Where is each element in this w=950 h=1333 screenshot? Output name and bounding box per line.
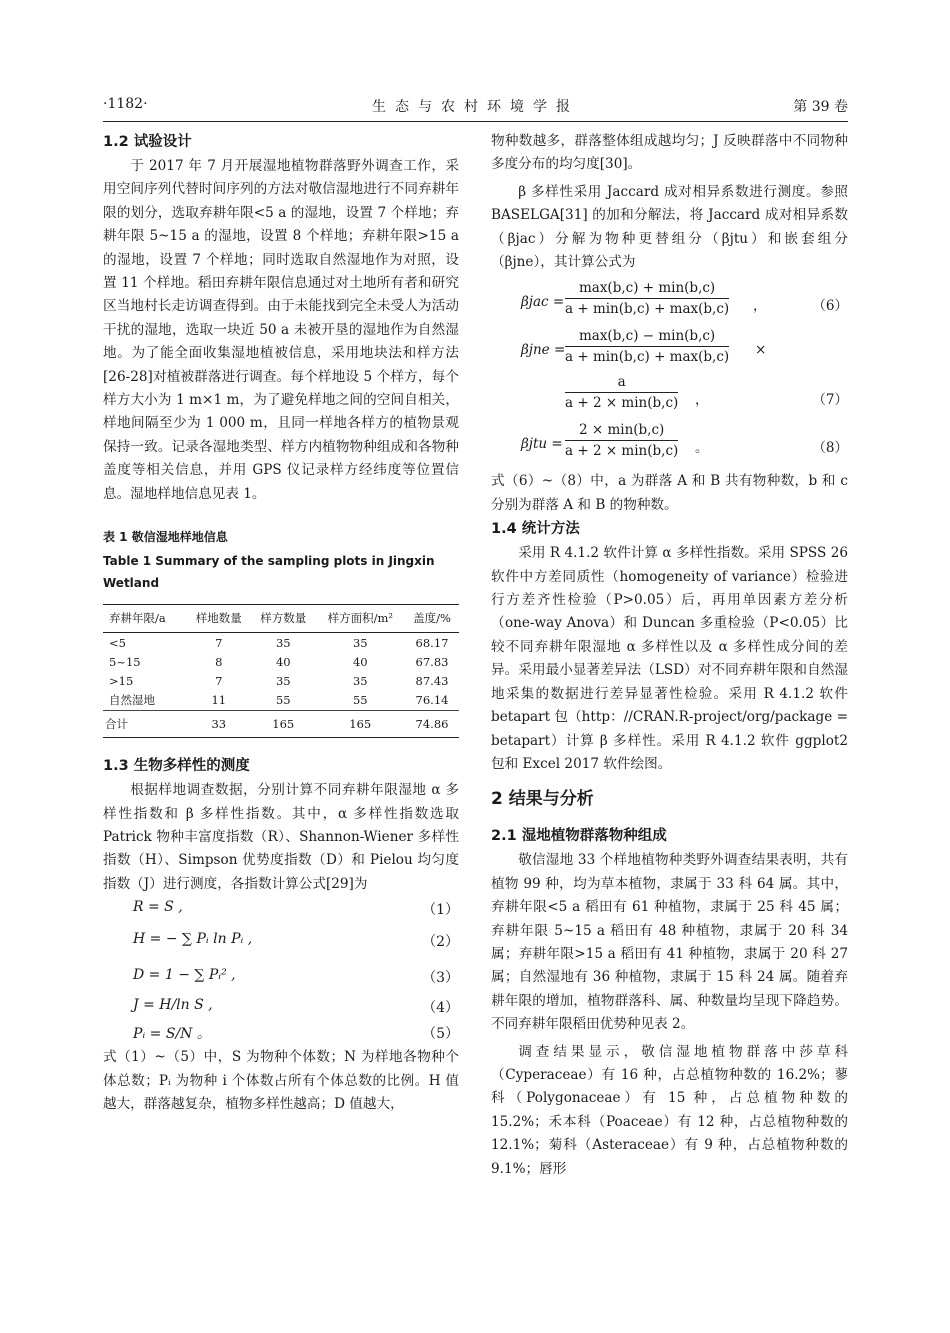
section-1-3-title: 1.3 生物多样性的测度 bbox=[103, 758, 250, 775]
table-cell: 40 bbox=[275, 654, 291, 669]
left-column bbox=[103, 130, 459, 1116]
table-cell: 87.43 bbox=[415, 673, 449, 688]
section-2-1-paragraph-2: 调查结果显示，敬信湿地植物群落中莎草科（Cyperaceae）有 16 种，占总植物种数的 16.2%；蓼科（Polygonaceae）有 15 种，占总植物种数的 15.2%；禾本科（Poaceae）有 12 种，占总植物种数的 12.1%；菊科（Asteraceae）有 9 种，占总植物种数的 9.1%；唇形 bbox=[491, 1043, 848, 1177]
journal-title: 生态与农村环境学报 bbox=[372, 99, 579, 115]
table-cell: 68.17 bbox=[415, 635, 449, 650]
volume-label: 第 39 卷 bbox=[793, 99, 848, 115]
section-2-1-paragraph-1: 敬信湿地 33 个样地植物种类野外调查结果表明，共有植物 99 种，均为草本植物，隶属于 33 科 64 属。其中，弃耕年限<5 a 稻田有 61 种植物，隶属于 25 科 45 属；弃耕年限 5~15 a 稻田有 48 种植物，隶属于 20 科 34 属；弃耕年限>15 a 稻田有 41 种植物，隶属于 20 科 27 属；自然湿地有 36 种植物，隶属于 15 科 24 属。随着弃耕年限的增加，植物群落科、属、种数量均呈现下降趋势。不同弃耕年限稻田优势种见表 2。 bbox=[491, 852, 848, 1033]
section-2-title: 2 结果与分析 bbox=[491, 789, 594, 810]
beta-diversity-paragraph: β 多样性采用 Jaccard 成对相异系数进行测度。参照 BASELGA[31] 的加和分解法，将 Jaccard 成对相异系数（βjac）分解为物种更替组分（βjtu）和嵌套组分（βjne），其计算公式为 bbox=[491, 183, 848, 271]
table-cell: 35 bbox=[352, 635, 368, 650]
equation-1: R = S , （1） bbox=[133, 899, 459, 919]
table-cell: 55 bbox=[352, 693, 368, 708]
running-header bbox=[103, 96, 848, 118]
right-column bbox=[491, 130, 848, 1181]
table-cell: 165 bbox=[251, 711, 316, 738]
table-cell: 35 bbox=[352, 673, 368, 688]
section-1-3-paragraph: 根据样地调查数据，分别计算不同弃耕年限湿地 α 多样性指数和 β 多样性指数。其中，α 多样性指数选取 Patrick 物种丰富度指数（R）、Shannon-Wiener 多样性指数（H）、Simpson 优势度指数（D）和 Pielou 均匀度指数（J）进行测度，各指数计算公式[29]为 bbox=[103, 782, 459, 892]
table-header: 样地数量 bbox=[187, 605, 252, 633]
table-cell: 11 bbox=[211, 693, 227, 708]
table-cell: 5~15 bbox=[109, 654, 141, 669]
table-1-caption-en: Table 1 Summary of the sampling plots in Jingxin Wetland bbox=[103, 554, 435, 591]
equation-7: βjne = max(b,c) − min(b,c) a + min(b,c) + max(b,c) × bbox=[521, 328, 767, 366]
table-header: 样方面积/m² bbox=[316, 605, 406, 633]
table-cell: 33 bbox=[187, 711, 252, 738]
section-2-1-title: 2.1 湿地植物群落物种组成 bbox=[491, 828, 667, 845]
table-cell: 40 bbox=[352, 654, 368, 669]
equation-2: H = − ∑ Pᵢ ln Pᵢ , （2） bbox=[133, 931, 459, 951]
table-cell: <5 bbox=[109, 635, 126, 650]
equation-8: βjtu = 2 × min(b,c) a + 2 × min(b,c) 。 （8） bbox=[521, 422, 848, 460]
table-cell: 35 bbox=[275, 673, 291, 688]
equation-6-8-explanation: 式（6）~（8）中，a 为群落 A 和 B 共有物种数，b 和 c 分别为群落 A 和 B 的物种数。 bbox=[491, 473, 848, 513]
equation-6: βjac = max(b,c) + min(b,c) a + min(b,c) + max(b,c) ， （6） bbox=[521, 280, 848, 318]
table-row bbox=[103, 671, 459, 690]
table-cell: 67.83 bbox=[415, 654, 449, 669]
section-1-2-paragraph: 于 2017 年 7 月开展湿地植物群落野外调查工作，采用空间序列代替时间序列的方法对敬信湿地进行不同弃耕年限的划分，选取弃耕年限<5 a 的湿地，设置 7 个样地；弃耕年限 5~15 a 的湿地，设置 8 个样地；弃耕年限>15 a 的湿地，设置 7 个样地；同时选取自然湿地作为对照，设置 11 个样地。稻田弃耕年限信息通过对土地所有者和研究区当地村长走访调查得到。由于未能找到完全未受人为活动干扰的湿地，选取一块近 50 a 未被开垦的湿地作为自然湿地。为了能全面收集湿地植被信息，采用地块法和样方法[26-28]对植被群落进行调查。每个样地设 5 个样方，每个样方大小为 1 m×1 m，为了避免样地之间的空间自相关，样地间隔至少为 1 000 m，且同一样地各样方的植物景观保持一致。记录各湿地类型、样方内植物物种组成和各物种盖度等相关信息，并用 GPS 仪记录样方经纬度等位置信息。湿地样地信息见表 1。 bbox=[103, 158, 459, 502]
table-1 bbox=[103, 604, 459, 738]
equation-5: Pᵢ = S/N 。 （5） bbox=[133, 1026, 459, 1043]
continuation-paragraph: 物种数越多，群落整体组成越均匀；J 反映群落中不同物种多度分布的均匀度[30]。 bbox=[491, 133, 848, 173]
table-1-caption-cn: 表 1 敬信湿地样地信息 bbox=[103, 530, 228, 545]
table-row bbox=[103, 633, 459, 653]
table-header: 盖度/% bbox=[405, 605, 459, 633]
table-cell: 合计 bbox=[103, 711, 187, 738]
table-cell: 165 bbox=[316, 711, 406, 738]
table-total-row bbox=[103, 711, 459, 738]
table-row bbox=[103, 652, 459, 671]
equation-7-continued: a a + 2 × min(b,c) ， （7） bbox=[565, 374, 848, 412]
section-1-4-paragraph: 采用 R 4.1.2 软件计算 α 多样性指数。采用 SPSS 26 软件中方差同质性（homogeneity of variance）检验进行方差齐性检验（P>0.05）后，再用单因素方差分析（one-way Anova）和 Duncan 多重检验（P<0.05）比较不同弃耕年限湿地 α 多样性以及 α 多样性成分间的差异。采用最小显著差异法（LSD）对不同弃耕年限和自然湿地采集的数据进行差异显著性检验。采用 R 4.1.2 软件 betapart 包（http：//CRAN.R-project/org/package = betapart）计算 β 多样性。采用 R 4.1.2 软件 ggplot2 包和 Excel 2017 软件绘图。 bbox=[491, 545, 848, 772]
table-cell: >15 bbox=[109, 673, 134, 688]
section-1-2-title: 1.2 试验设计 bbox=[103, 134, 192, 150]
table-row bbox=[103, 690, 459, 711]
table-cell: 55 bbox=[275, 693, 291, 708]
table-header: 弃耕年限/a bbox=[103, 605, 187, 633]
header-rule bbox=[103, 121, 848, 122]
table-cell: 76.14 bbox=[415, 693, 449, 708]
section-1-4-title: 1.4 统计方法 bbox=[491, 521, 580, 538]
table-cell: 8 bbox=[215, 654, 223, 669]
table-cell: 自然湿地 bbox=[109, 693, 155, 708]
table-cell: 74.86 bbox=[405, 711, 459, 738]
equation-4: J = H/ln S , （4） bbox=[133, 997, 459, 1017]
equation-explanation: 式（1）~（5）中，S 为物种个体数；N 为样地各物种个体总数；Pᵢ 为物种 i 个体数占所有个体总数的比例。H 值越大，群落越复杂，植物多样性越高；D 值越大， bbox=[103, 1049, 459, 1112]
table-header: 样方数量 bbox=[251, 605, 316, 633]
equation-3: D = 1 − ∑ Pᵢ² , （3） bbox=[133, 967, 459, 987]
table-cell: 7 bbox=[215, 635, 223, 650]
table-cell: 35 bbox=[275, 635, 291, 650]
page-number: ·1182· bbox=[103, 96, 148, 112]
table-cell: 7 bbox=[215, 673, 223, 688]
